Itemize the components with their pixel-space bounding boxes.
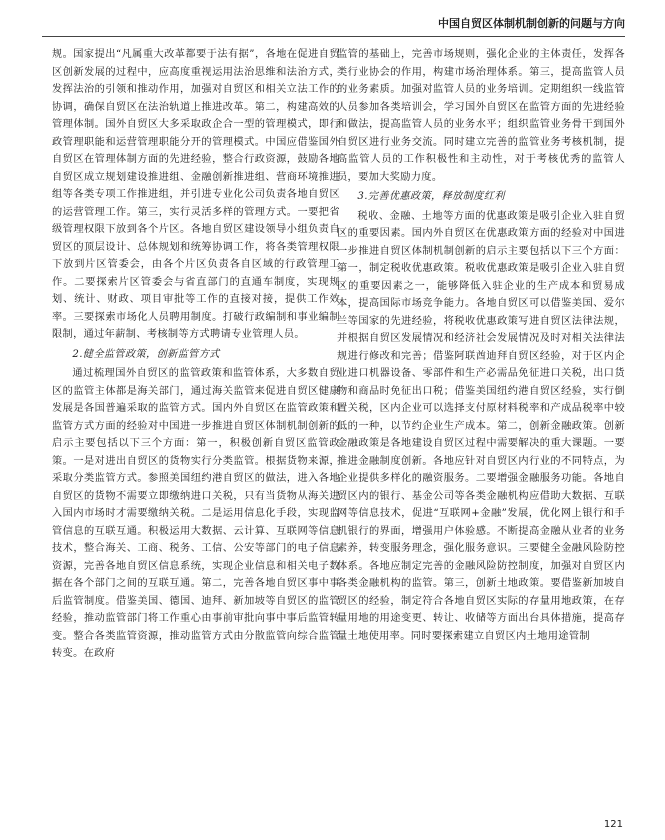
- running-header-title: 中国自贸区体制机制创新的问题与方向: [438, 17, 625, 30]
- right-paragraph-1: 监管的基础上，完善市场规则，强化企业的主体责任，发挥各类行业协会的作用，构建市场治理体系。第三，提高监管人员的业务素质。加强对监管人员的业务培训。定期组织一线监管人员参加各类培训会，学习国外自贸区在监管方面的先进经验和做法，提高监管人员的业务水平；组织监管业务骨干到国外自贸区进行业务交流。同时建立完善的监管业务考核机制，提高监管人员的工作积极性和主动性，对于考核优秀的监管人员，要加大奖励力度。: [337, 49, 625, 183]
- left-paragraph-2: 通过梳理国外自贸区的监管政策和监管体系，大多数自贸区的监管主体都是海关部门，通过海关监管来促进自贸区健康发展是各国普遍采取的监管方式。国内外自贸区在监管政策和监管方式方面的经验对中国进一步推进自贸区体制机制创新的启示主要包括以下三个方面：第一，积极创新自贸区监管政策。一是对进出自贸区的货物实行分类监管。根据货物来源，采取分类监管方式。参照美国纽约港自贸区的做法，进入各地自贸区的货物不需要立即缴纳进口关税，只有当货物从海关进入国内市场时才需要缴纳关税。二是运用信息化手段，实现监管信息的互联互通。积极运用大数据、云计算、互联网等信息技术，整合海关、工商、税务、工信、公安等部门的电子信息资源，完善各地自贸区信息系统，实现企业信息和相关电子数据在各个部门之间的互联互通。第二，完善各地自贸区事中事后监管制度。借鉴美国、德国、迪拜、新加坡等自贸区的监管经验，推动监管部门将工作重心由事前审批向事中事后监管转变。整合各类监管资源，推动监管方式由分散监管向综合监管转变。在政府: [52, 368, 340, 659]
- left-paragraph-1: 规。国家提出“凡属重大改革都要于法有据”，各地在促进自贸区创新发展的过程中，应高度重视运用法治思维和法治方式，发挥法治的引领和推动作用，加强对自贸区和相关立法工作的协调，确保自贸区在法治轨道上推进改革。第二，构建高效的管理体制。国外自贸区大多采取政企合一型的管理模式，即行政管理职能和运营管理职能分开的管理模式。中国应借鉴国外自贸区在管理体制方面的先进经验，整合行政资源，鼓励各地自贸区成立规划建设推进组、金融创新推进组、营商环境推进组等各类专项工作推进组，并引进专业化公司负责各地自贸区的运营管理工作。第三，实行灵活多样的管理方式。一要把省级管理权限下放到各个片区。各地自贸区建设领导小组负责自贸区的顶层设计、总体规划和统筹协调工作，将各类管理权限下放到片区管委会，由各个片区负责各自区域的行政管理工作。二要探索片区管委会与省直部门的直通车制度，实现规划、统计、财政、项目审批等工作的直接对接，提供工作效率。三要探索市场化人员聘用制度。打破行政编制和事业编制限制，通过年薪制、考核制等方式聘请专业管理人员。: [52, 49, 340, 340]
- right-column: [337, 46, 625, 816]
- running-header: [42, 14, 625, 37]
- page-number: 121: [603, 819, 623, 830]
- right-paragraph-2: 税收、金融、土地等方面的优惠政策是吸引企业入驻自贸区的重要因素。国内外自贸区在优惠政策方面的经验对中国进一步推进自贸区体制机制创新的启示主要包括以下三个方面：第一，制定税收优惠政策。税收优惠政策是吸引企业入驻自贸区的重要因素之一，能够降低入驻企业的生产成本和贸易成本，提高国际市场竞争能力。各地自贸区可以借鉴美国、爱尔兰等国家的先进经验，将税收优惠政策写进自贸区法律法规，并根据自贸区发展情况和经济社会发展情况及时对相关法律法规进行修改和完善；借鉴阿联酋迪拜自贸区经验，对于区内企业进口机器设备、零部件和生产必需品免征进口关税，出口货物和商品时免征出口税；借鉴美国纽约港自贸区经验，实行倒置关税，区内企业可以选择支付原材料税率和产成品税率中较低的一种，以节约企业生产成本。第二，创新金融政策。创新金融政策是各地建设自贸区过程中需要解决的重大课题。一要推进金融制度创新。各地应针对自贸区内行业的不同特点，为企业提供多样化的融资服务。二要增强金融服务功能。各地自贸区内的银行、基金公司等各类金融机构应借助大数据、互联网等信息技术，促进“互联网+金融”发展，优化网上银行和手机银行的界面，增强用户体验感。不断提高金融从业者的业务素养，转变服务理念，强化服务意识。三要健全金融风险防控体系。各地应制定完善的金融风险防控制度，加强对自贸区内各类金融机构的监管。第三，创新土地政策。要借鉴新加坡自贸区的经验，制定符合各地自贸区实际的存量用地政策，在存量用地的用途变更、转让、收储等方面出台具体措施，提高存量土地使用率。同时要探索建立自贸区内土地用途管制: [337, 210, 625, 642]
- left-column: [52, 46, 340, 816]
- section-heading-3: 3.完善优惠政策，释放制度红利: [357, 191, 505, 202]
- section-heading-2: 2.健全监管政策，创新监管方式: [72, 348, 220, 360]
